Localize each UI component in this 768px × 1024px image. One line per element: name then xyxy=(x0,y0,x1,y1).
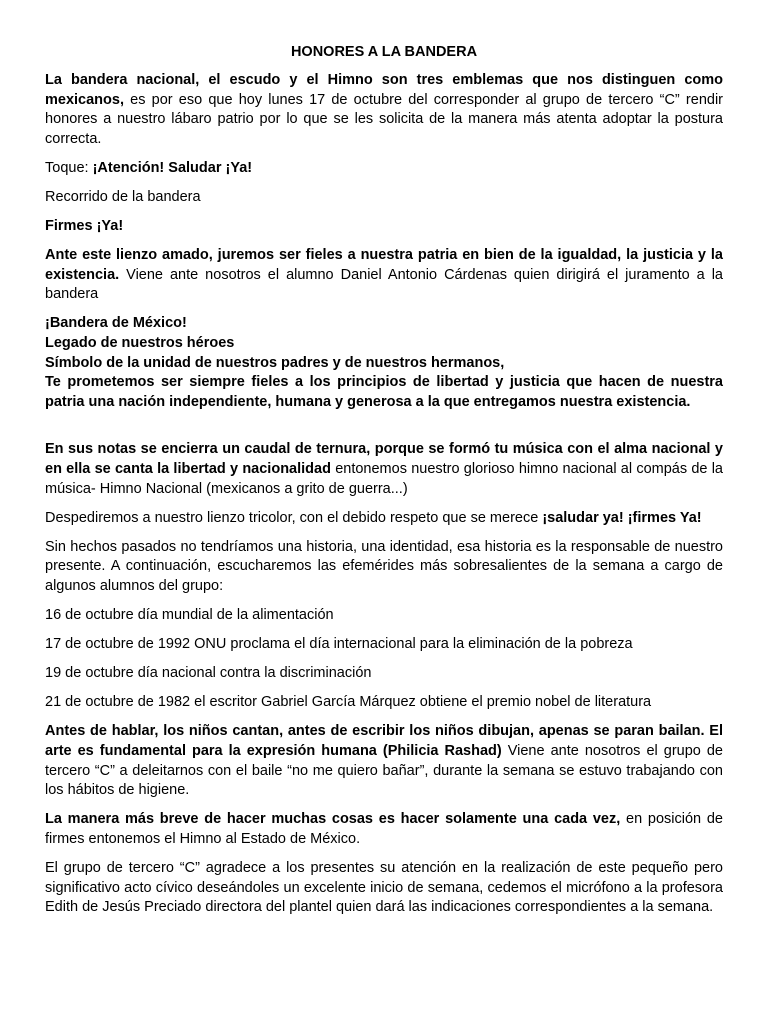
pledge-block xyxy=(45,314,723,412)
pledge-line-3: Símbolo de la unidad de nuestros padres y de nuestros hermanos, xyxy=(45,354,505,371)
efemeride-item: 19 de octubre día nacional contra la discriminación xyxy=(45,665,372,682)
despedir-paragraph xyxy=(45,509,723,529)
pledge-line-4: Te prometemos ser siempre fieles a los principios de libertad y justicia que hacen de nuestra patria una nación independiente, humana y generosa a la que entregamos nuestra existencia. xyxy=(45,374,723,410)
despedir-bold: ¡saludar ya! ¡firmes Ya! xyxy=(542,509,702,526)
manera-bold: La manera más breve de hacer muchas cosas es hacer solamente una cada vez, xyxy=(45,811,621,828)
notas-text: entonemos nuestro glorioso himno nacional al compás de la música- Himno Nacional (mexicanos a grito de guerra...) xyxy=(45,461,723,497)
efemeride-item: 16 de octubre día mundial de la alimentación xyxy=(45,607,334,624)
despedir-text: Despediremos a nuestro lienzo tricolor, con el debido respeto que se merece xyxy=(45,509,543,526)
toque-line xyxy=(45,159,723,179)
arte-text: Viene ante nosotros el grupo de tercero “C” a deleitarnos con el baile “no me quiero bañar”, durante la semana se estuvo trabajando con los hábitos de higiene. xyxy=(45,743,723,799)
notas-paragraph xyxy=(45,440,723,499)
efemeride-item: 17 de octubre de 1992 ONU proclama el día internacional para la eliminación de la pobreza xyxy=(45,636,633,653)
toque-label: Toque: xyxy=(45,159,93,176)
notas-bold: En sus notas se encierra un caudal de ternura, porque se formó tu música con el alma nacional y en ella se canta la libertad y nacionalidad xyxy=(45,441,723,477)
manera-paragraph xyxy=(45,810,723,849)
firmes-line: Firmes ¡Ya! xyxy=(45,218,124,235)
closing-paragraph: El grupo de tercero “C” agradece a los presentes su atención en la realización de este pequeño pero significativo acto cívico deseándoles un excelente inicio de semana, cedemos el micrófono a la profesora Edith de Jesús Preciado directora del plantel quien dará las indicaciones correspondientes a la semana. xyxy=(45,860,723,916)
intro-bold: La bandera nacional, el escudo y el Himno son tres emblemas que nos distinguen como mexicanos, xyxy=(45,72,723,108)
efemeride-item: 21 de octubre de 1982 el escritor Gabriel García Márquez obtiene el premio nobel de literatura xyxy=(45,694,652,711)
pledge-line-1: ¡Bandera de México! xyxy=(45,315,187,332)
intro-paragraph xyxy=(45,71,723,149)
manera-text: en posición de firmes entonemos el Himno al Estado de México. xyxy=(45,811,723,847)
arte-bold: Antes de hablar, los niños cantan, antes de escribir los niños dibujan, apenas se paran bailan. El arte es fundamental para la expresión humana (Philicia Rashad) xyxy=(45,723,723,760)
recorrido-line: Recorrido de la bandera xyxy=(45,188,201,205)
toque-command: ¡Atención! Saludar ¡Ya! xyxy=(92,159,253,176)
lienzo-text: Viene ante nosotros el alumno Daniel Antonio Cárdenas quien dirigirá el juramento a la bandera xyxy=(45,266,723,303)
document-title: HONORES A LA BANDERA xyxy=(290,44,478,60)
hechos-paragraph: Sin hechos pasados no tendríamos una historia, una identidad, esa historia es la responsable de nuestro presente. A continuación, escucharemos las efemérides más sobresalientes de la semana a cargo de algunos alumnos del grupo: xyxy=(45,538,723,594)
intro-text: es por eso que hoy lunes 17 de octubre del corresponder al grupo de tercero “C” rendir honores a nuestro lábaro patrio por lo que se les solicita de la manera más atenta adoptar la postura correcta. xyxy=(45,91,723,147)
arte-paragraph xyxy=(45,722,723,800)
pledge-line-2: Legado de nuestros héroes xyxy=(45,335,235,352)
document-page xyxy=(45,44,723,918)
lienzo-bold: Ante este lienzo amado, juremos ser fieles a nuestra patria en bien de la igualdad, la justicia y la existencia. xyxy=(45,247,723,283)
lienzo-paragraph xyxy=(45,246,723,305)
